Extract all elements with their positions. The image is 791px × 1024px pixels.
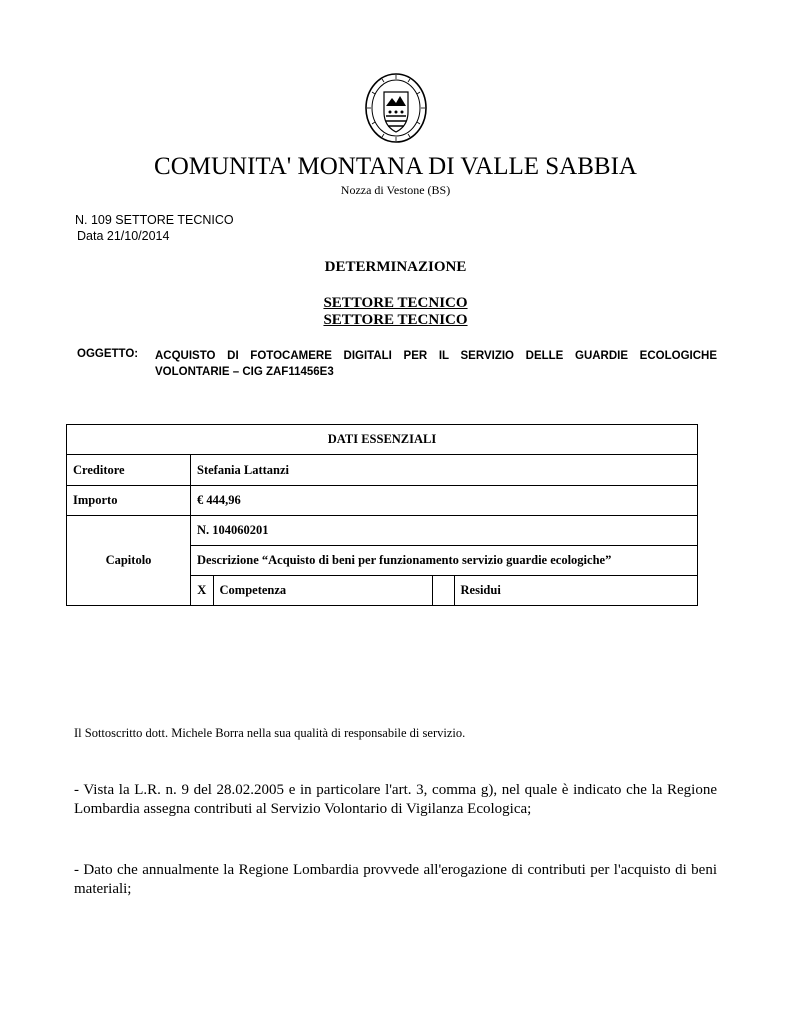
residui-checkbox (432, 576, 454, 605)
organization-location: Nozza di Vestone (BS) (340, 183, 451, 197)
creditore-value: Stefania Lattanzi (191, 455, 698, 486)
document-number: N. 109 SETTORE TECNICO (75, 213, 234, 227)
dato-paragraph: - Dato che annualmente la Regione Lombardia provvede all'erogazione di contributi per l'acquisto di beni materiali; (74, 862, 717, 897)
sector-heading: SETTORE TECNICO (323, 295, 468, 311)
importo-value: € 444,96 (191, 486, 698, 516)
organization-name: COMUNITA' MONTANA DI VALLE SABBIA (154, 153, 637, 180)
intro-paragraph: Il Sottoscritto dott. Michele Borra nella sua qualità di responsabile di servizio. (74, 726, 466, 740)
residui-label: Residui (460, 583, 501, 597)
subject-text: ACQUISTO DI FOTOCAMERE DIGITALI PER IL SERVIZIO DELLE GUARDIE ECOLOGICHE VOLONTARIE – CIG ZAF11456E3 (155, 350, 717, 378)
competenza-checkbox: X (191, 576, 213, 605)
essential-data-table (66, 424, 698, 606)
competenza-label: Competenza (213, 576, 432, 605)
budget-type-row (191, 576, 697, 605)
importo-label: Importo (67, 486, 191, 516)
subject-label: OGGETTO: (77, 348, 139, 360)
creditore-label: Creditore (67, 455, 191, 486)
document-type-title: DETERMINAZIONE (324, 259, 467, 275)
community-seal-icon (364, 72, 428, 144)
document-date: Data 21/10/2014 (77, 229, 170, 243)
budget-type-cell (191, 576, 698, 606)
capitolo-label: Capitolo (67, 516, 191, 606)
sector-heading: SETTORE TECNICO (323, 312, 468, 328)
capitolo-description: Descrizione “Acquisto di beni per funzionamento servizio guardie ecologiche” (191, 546, 698, 576)
capitolo-number: N. 104060201 (191, 516, 698, 546)
table-title: DATI ESSENZIALI (67, 425, 698, 455)
vista-paragraph: - Vista la L.R. n. 9 del 28.02.2005 e in particolare l'art. 3, comma g), nel quale è indicato che la Regione Lombardia assegna contributi al Servizio Volontario di Vigilanza Ecologica; (74, 782, 717, 817)
